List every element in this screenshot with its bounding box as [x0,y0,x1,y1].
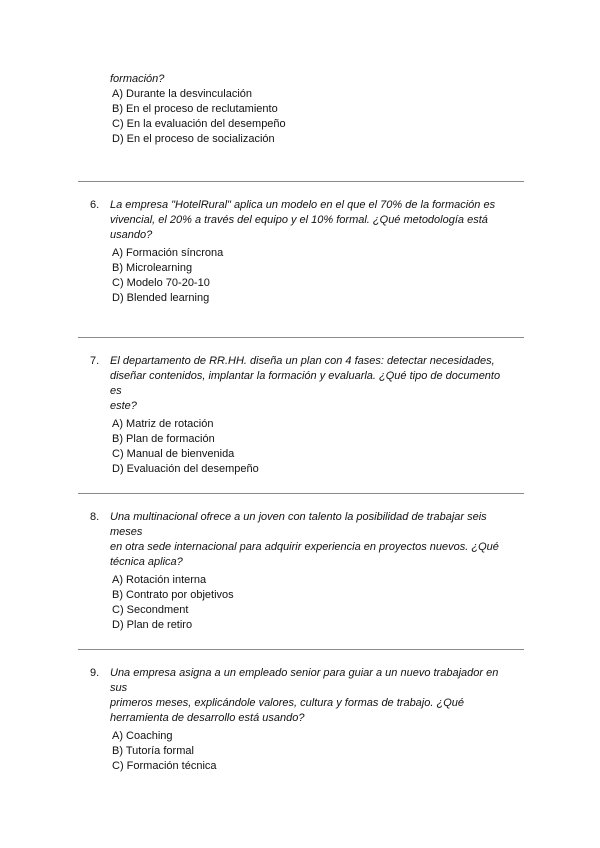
option: C) Secondment [112,604,189,616]
question-7 [90,354,510,477]
question-line: diseñar contenidos, implantar la formación y evaluarla. ¿Qué tipo de documento es [110,370,501,397]
option: C) Formación técnica [112,760,217,772]
option: D) Evaluación del desempeño [112,463,259,475]
option: C) En la evaluación del desempeño [112,118,286,130]
option: A) Formación síncrona [112,247,224,259]
divider [78,649,524,650]
option: B) Microlearning [112,262,193,274]
option: A) Coaching [112,730,173,742]
question-number: 8. [90,511,100,523]
option: B) Contrato por objetivos [112,589,234,601]
continued-question-text: formación? [110,73,165,85]
option: B) En el proceso de reclutamiento [112,103,278,115]
question-line: técnica aplica? [110,556,183,568]
option: C) Manual de bienvenida [112,448,235,460]
options-list [110,246,510,306]
question-line: El departamento de RR.HH. diseña un plan con 4 fases: detectar necesidades, [110,355,495,367]
question-line: vivencial, el 20% a través del equipo y el 10% formal. ¿Qué metodología está [110,214,488,226]
question-line: este? [110,400,137,412]
question-9 [90,666,510,774]
continued-options [110,87,510,147]
option: D) Blended learning [112,292,210,304]
question-line: en otra sede internacional para adquirir experiencia en proyectos nuevos. ¿Qué [110,541,499,553]
question-line: Una empresa asigna a un empleado senior para guiar a un nuevo trabajador en sus [110,667,499,694]
question-text [110,354,510,414]
option: D) Plan de retiro [112,619,193,631]
options-list [110,729,510,774]
option: A) Matriz de rotación [112,418,214,430]
question-line: herramienta de desarrollo está usando? [110,712,305,724]
option: A) Rotación interna [112,574,207,586]
divider [78,493,524,494]
option: B) Plan de formación [112,433,215,445]
continued-question [110,72,510,147]
question-line: La empresa "HotelRural" aplica un modelo en el que el 70% de la formación es [110,199,496,211]
options-list [110,417,510,477]
option: A) Durante la desvinculación [112,88,253,100]
question-number: 7. [90,355,100,367]
question-text [110,666,510,726]
question-line: Una multinacional ofrece a un joven con talento la posibilidad de trabajar seis meses [110,511,487,538]
question-number: 9. [90,667,100,679]
question-text [110,198,510,243]
question-6 [90,198,510,306]
question-number: 6. [90,199,100,211]
divider [78,337,524,338]
question-8 [90,510,510,633]
option: D) En el proceso de socialización [112,133,275,145]
options-list [110,573,510,633]
divider [78,181,524,182]
question-line: usando? [110,229,153,241]
option: C) Modelo 70-20-10 [112,277,210,289]
question-line: primeros meses, explicándole valores, cultura y formas de trabajo. ¿Qué [110,697,464,709]
question-text [110,510,510,570]
option: B) Tutoría formal [112,745,194,757]
